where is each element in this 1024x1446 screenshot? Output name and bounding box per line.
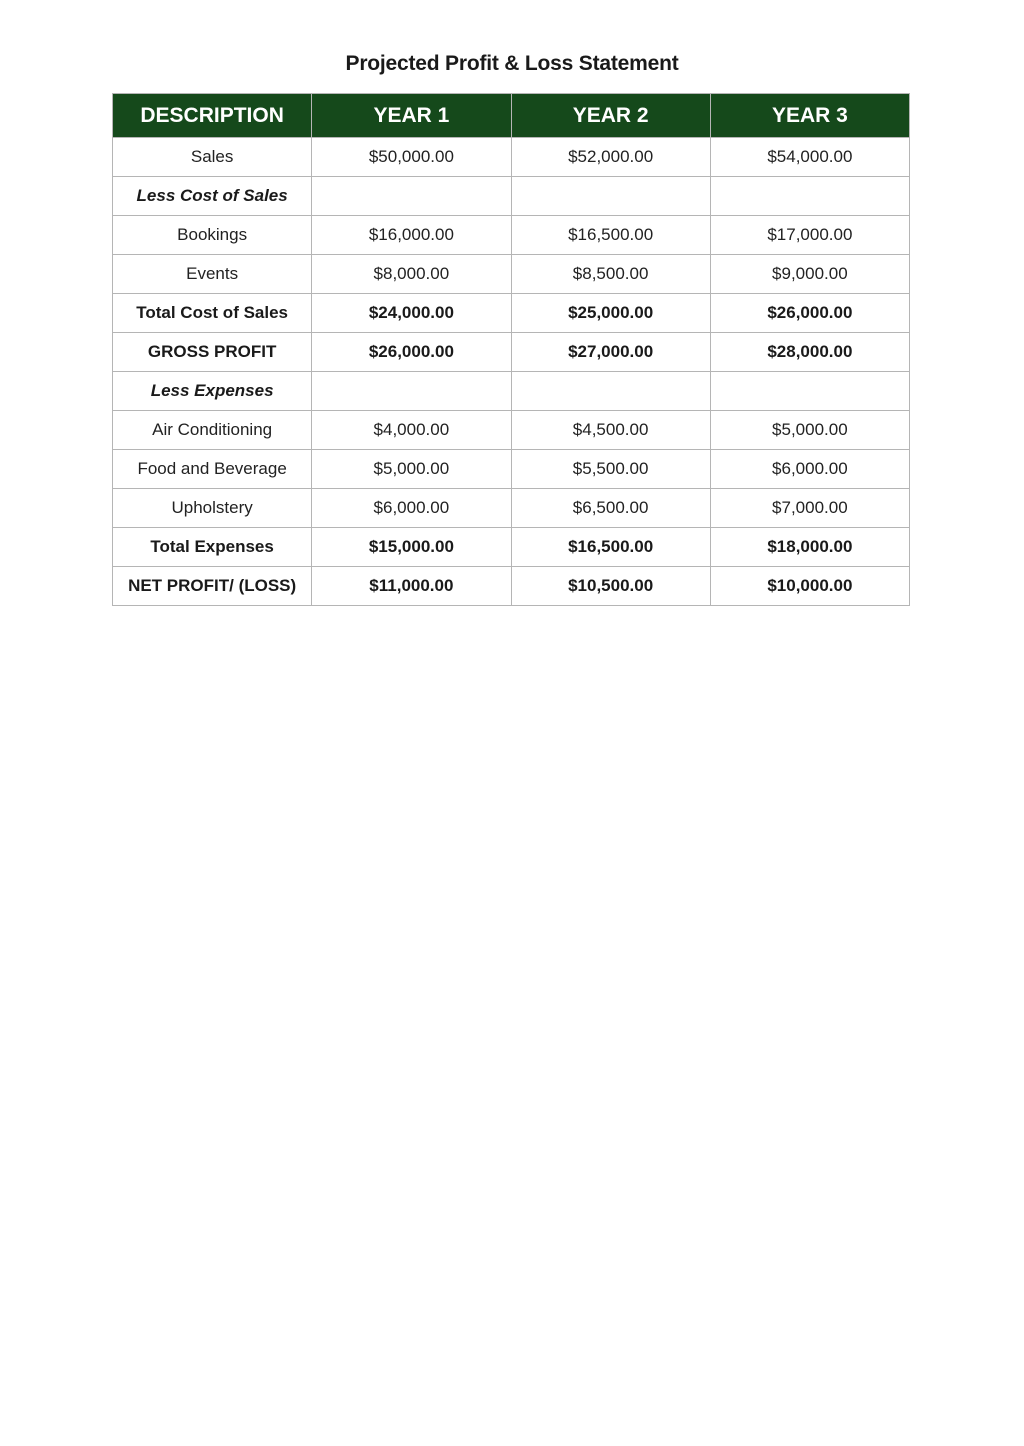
table-row bbox=[113, 450, 910, 489]
year-2-value: $5,500.00 bbox=[511, 450, 710, 489]
total-row bbox=[113, 294, 910, 333]
year-2-value: $4,500.00 bbox=[511, 411, 710, 450]
section-label: Less Expenses bbox=[113, 372, 312, 411]
net-profit-row bbox=[113, 567, 910, 606]
section-row bbox=[113, 372, 910, 411]
row-label: Upholstery bbox=[113, 489, 312, 528]
total-row bbox=[113, 528, 910, 567]
row-label: NET PROFIT/ (LOSS) bbox=[113, 567, 312, 606]
table-header-row bbox=[113, 94, 910, 138]
year-3-value: $18,000.00 bbox=[710, 528, 909, 567]
row-label: Sales bbox=[113, 138, 312, 177]
year-3-value: $10,000.00 bbox=[710, 567, 909, 606]
table-row bbox=[113, 216, 910, 255]
year-3-value bbox=[710, 177, 909, 216]
table-row bbox=[113, 489, 910, 528]
row-label: Events bbox=[113, 255, 312, 294]
header-year-1: YEAR 1 bbox=[312, 94, 511, 138]
year-3-value: $5,000.00 bbox=[710, 411, 909, 450]
year-1-value: $24,000.00 bbox=[312, 294, 511, 333]
row-label: Total Cost of Sales bbox=[113, 294, 312, 333]
year-1-value: $6,000.00 bbox=[312, 489, 511, 528]
year-2-value bbox=[511, 177, 710, 216]
year-3-value: $6,000.00 bbox=[710, 450, 909, 489]
row-label: Total Expenses bbox=[113, 528, 312, 567]
year-2-value: $8,500.00 bbox=[511, 255, 710, 294]
profit-loss-table bbox=[112, 93, 910, 606]
year-2-value: $52,000.00 bbox=[511, 138, 710, 177]
year-1-value: $15,000.00 bbox=[312, 528, 511, 567]
table-row bbox=[113, 411, 910, 450]
year-1-value bbox=[312, 177, 511, 216]
section-label: Less Cost of Sales bbox=[113, 177, 312, 216]
year-1-value: $4,000.00 bbox=[312, 411, 511, 450]
year-3-value: $28,000.00 bbox=[710, 333, 909, 372]
year-2-value: $6,500.00 bbox=[511, 489, 710, 528]
year-1-value: $50,000.00 bbox=[312, 138, 511, 177]
total-row bbox=[113, 333, 910, 372]
row-label: GROSS PROFIT bbox=[113, 333, 312, 372]
row-label: Air Conditioning bbox=[113, 411, 312, 450]
year-3-value: $26,000.00 bbox=[710, 294, 909, 333]
row-label: Food and Beverage bbox=[113, 450, 312, 489]
table-row bbox=[113, 255, 910, 294]
year-2-value: $16,500.00 bbox=[511, 528, 710, 567]
year-2-value bbox=[511, 372, 710, 411]
year-2-value: $27,000.00 bbox=[511, 333, 710, 372]
header-description: DESCRIPTION bbox=[113, 94, 312, 138]
page-title: Projected Profit & Loss Statement bbox=[345, 52, 679, 75]
table-row bbox=[113, 138, 910, 177]
year-1-value: $11,000.00 bbox=[312, 567, 511, 606]
year-3-value: $9,000.00 bbox=[710, 255, 909, 294]
year-1-value: $16,000.00 bbox=[312, 216, 511, 255]
year-1-value bbox=[312, 372, 511, 411]
year-3-value: $17,000.00 bbox=[710, 216, 909, 255]
section-row bbox=[113, 177, 910, 216]
year-1-value: $5,000.00 bbox=[312, 450, 511, 489]
year-3-value: $54,000.00 bbox=[710, 138, 909, 177]
year-2-value: $16,500.00 bbox=[511, 216, 710, 255]
year-1-value: $26,000.00 bbox=[312, 333, 511, 372]
year-2-value: $10,500.00 bbox=[511, 567, 710, 606]
year-1-value: $8,000.00 bbox=[312, 255, 511, 294]
header-year-2: YEAR 2 bbox=[511, 94, 710, 138]
header-year-3: YEAR 3 bbox=[710, 94, 909, 138]
year-3-value bbox=[710, 372, 909, 411]
year-3-value: $7,000.00 bbox=[710, 489, 909, 528]
row-label: Bookings bbox=[113, 216, 312, 255]
year-2-value: $25,000.00 bbox=[511, 294, 710, 333]
